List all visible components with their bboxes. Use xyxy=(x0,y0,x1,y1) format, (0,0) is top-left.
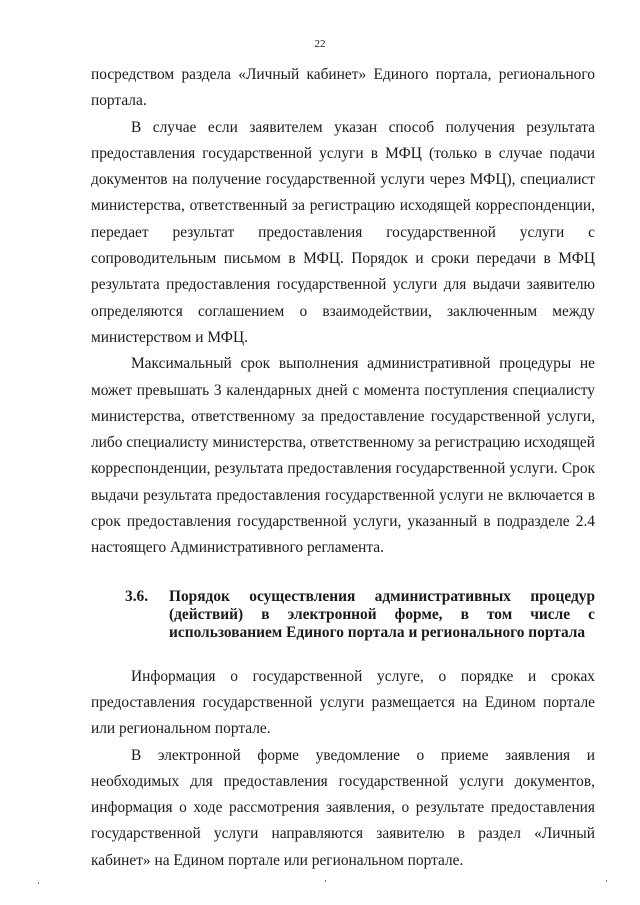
paragraph-electronic-notice: В электронной форме уведомление о приеме заявления и необходимых для предоставления государственной услуги документов, информация о ходе рассмотрения заявления, о результате предоставления государственной услуги направляются заявителю в раздел «Личный кабинет» на Едином портале или региональном портале. xyxy=(91,746,595,869)
section-title: Порядок осуществления административных процедур (действий) в электронной форме, в том числе с использованием Единого портала и регионального портала xyxy=(169,587,595,641)
scan-artifact-dot xyxy=(325,880,326,882)
paragraph-continuation: посредством раздела «Личный кабинет» Единого портала, регионального портала. xyxy=(91,66,595,110)
page-number: 22 xyxy=(314,38,326,50)
section-heading xyxy=(91,588,595,642)
scan-artifact-dot xyxy=(606,880,607,882)
section-number: 3.6. xyxy=(125,587,149,605)
scan-artifact-dot xyxy=(38,882,39,884)
document-body xyxy=(91,62,595,874)
paragraph-max-term: Максимальный срок выполнения административной процедуры не может превышать 3 календарных дней с момента поступления специалисту министерства, ответственному за предоставление государственной услуги, либо специалисту министерства, ответственному за регистрацию исходящей корреспонденции, результата предоставления государственной услуги. Срок выдачи результата предоставления государственной услуги не включается в срок предоставления государственной услуги, указанный в подразделе 2.4 настоящего Административного регламента. xyxy=(91,355,595,557)
paragraph-mfc-result: В случае если заявителем указан способ получения результата предоставления государственной услуги в МФЦ (только в случае подачи документов на получение государственной услуги через МФЦ), специалист министерства, ответственный за регистрацию исходящей корреспонденции, передает результат предоставления государственной услуги с сопроводительным письмом в МФЦ. Порядок и сроки передачи в МФЦ результата предоставления государственной услуги для выдачи заявителю определяются соглашением о взаимодействии, заключенным между министерством и МФЦ. xyxy=(91,118,595,346)
paragraph-portal-info: Информация о государственной услуге, о порядке и сроках предоставления государственной услуги размещается на Едином портале или региональном портале. xyxy=(91,667,595,738)
